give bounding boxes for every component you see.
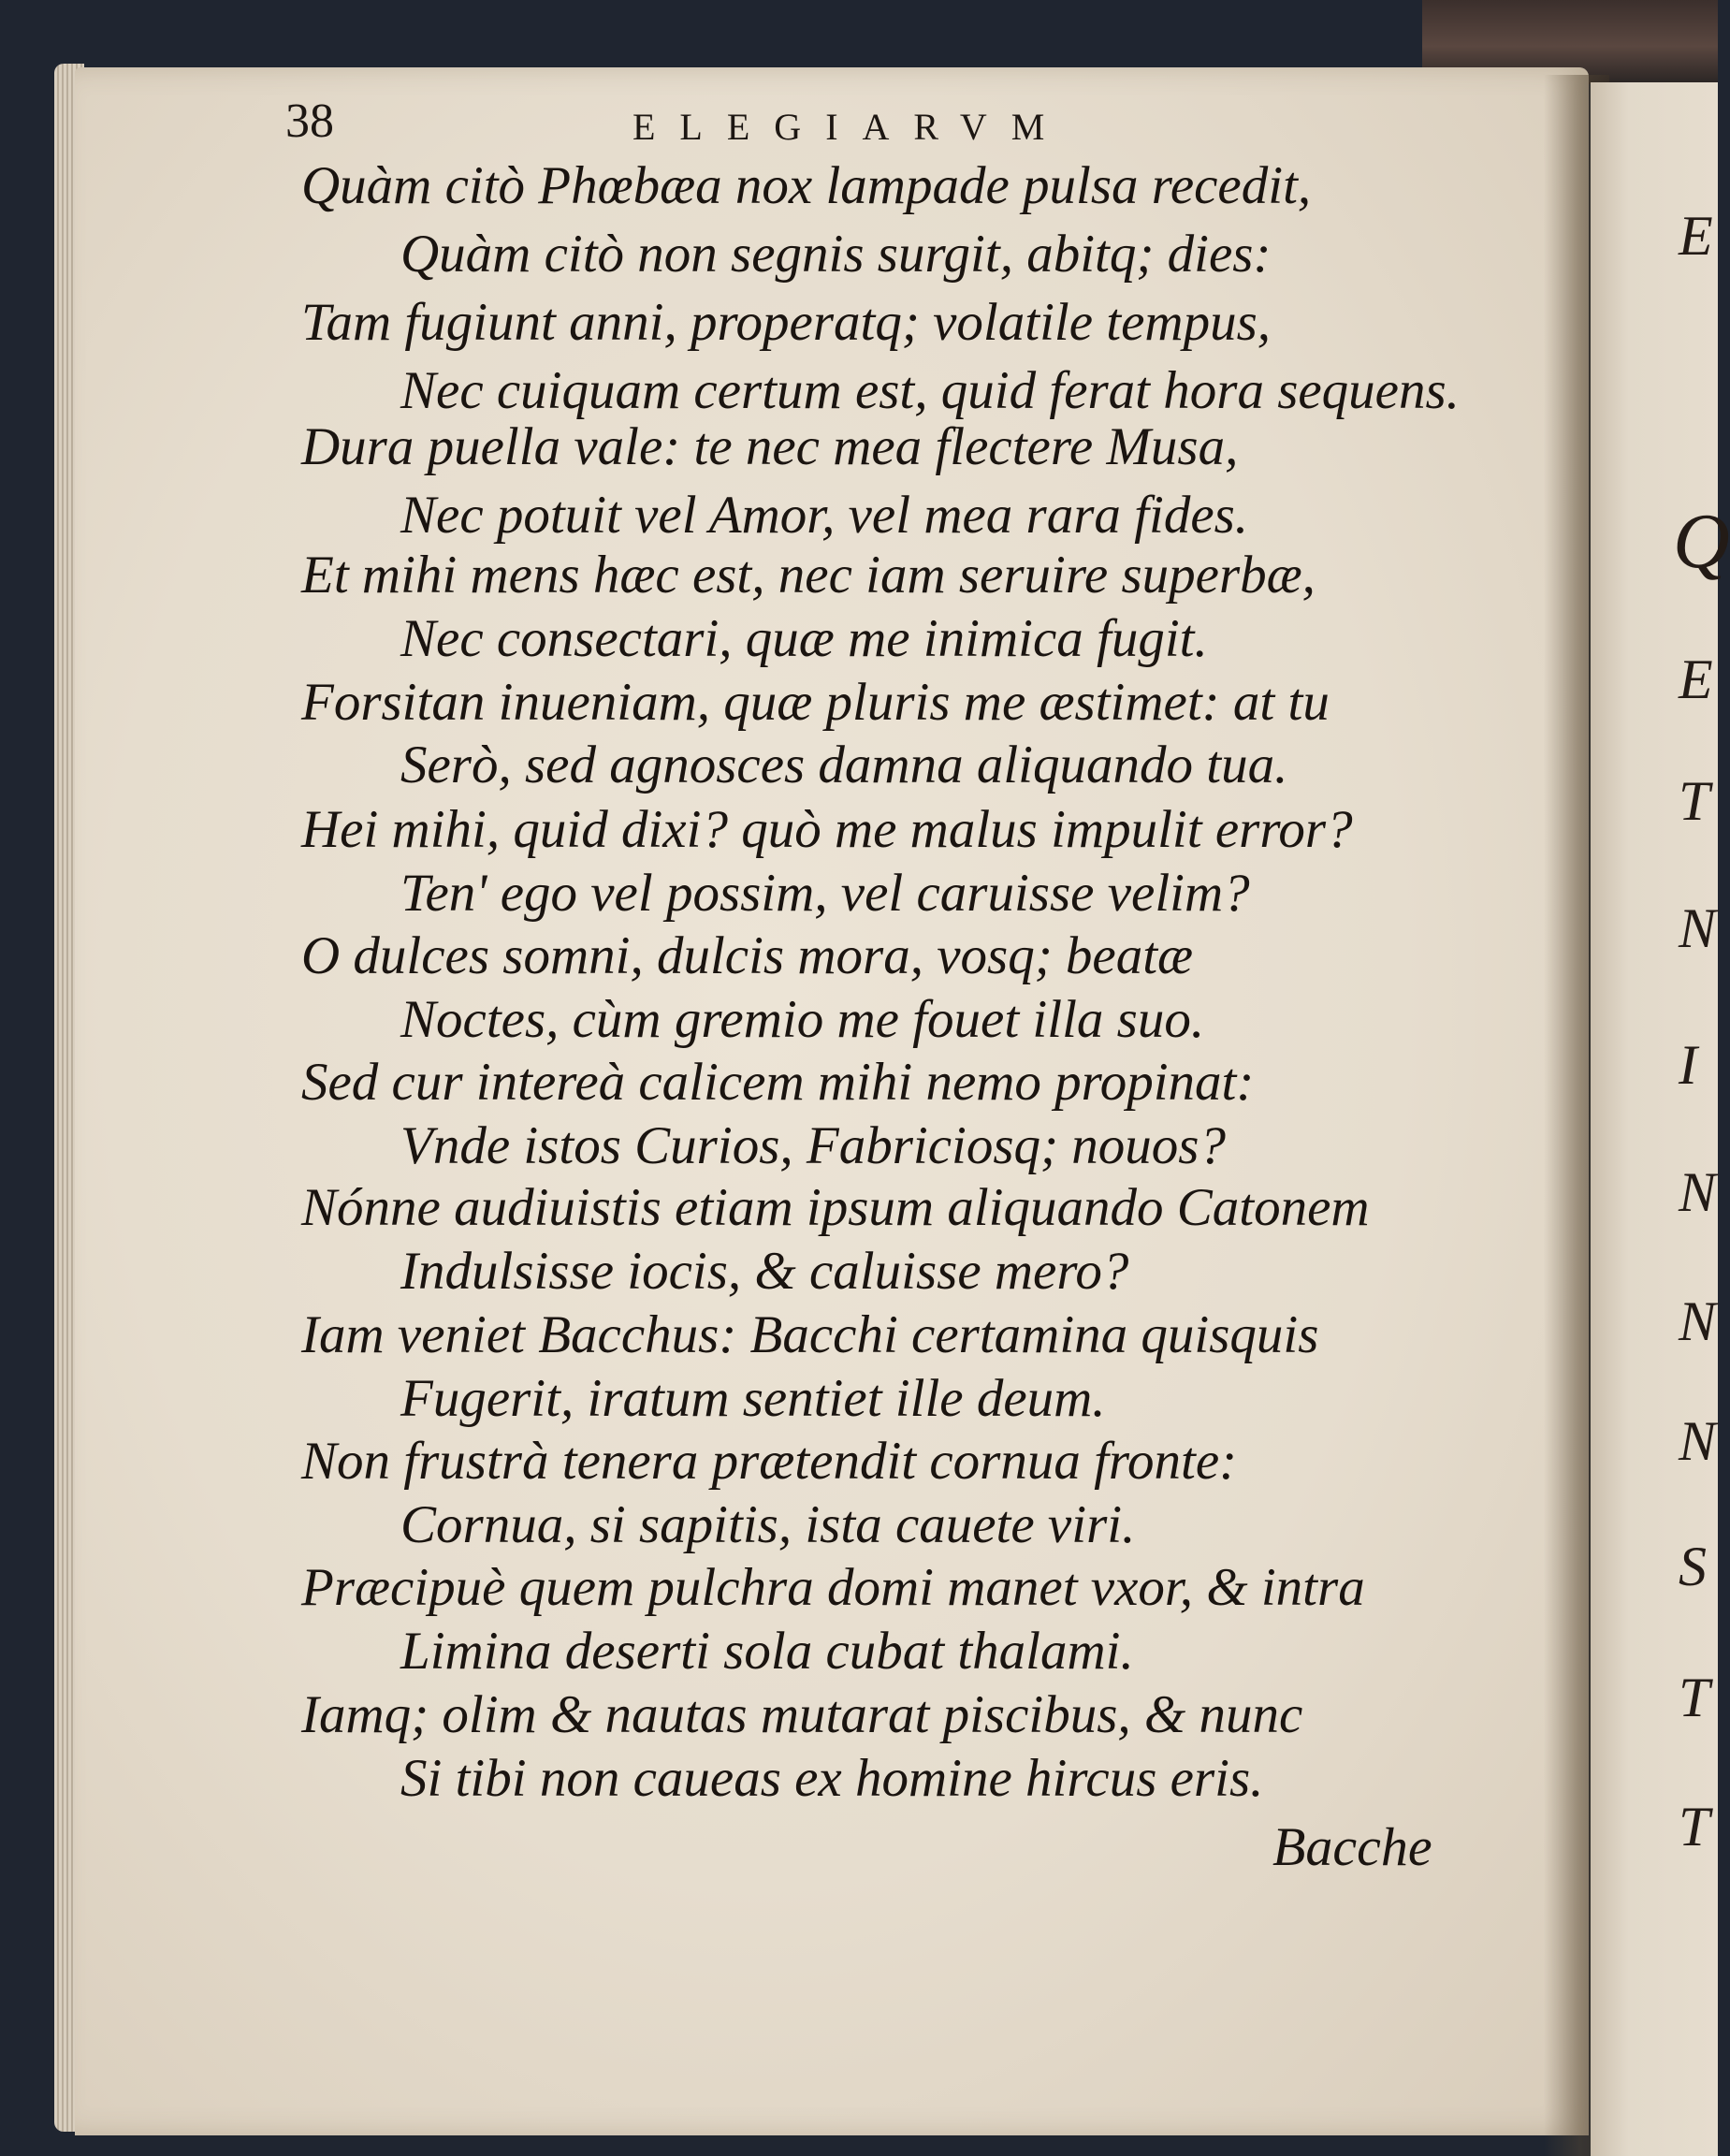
poem-line: Vnde istos Curios, Fabriciosq; nouos?	[400, 1116, 1226, 1175]
poem-line: Ten' ego vel possim, vel caruisse velim?	[400, 864, 1250, 923]
facing-letter: E	[1679, 205, 1713, 267]
facing-letter: S	[1679, 1536, 1707, 1597]
poem-line: Iam veniet Bacchus: Bacchi certamina quisquis	[301, 1305, 1319, 1364]
page-number: 38	[285, 95, 334, 148]
poem-line: Quàm citò non segnis surgit, abitq; dies:	[400, 225, 1272, 284]
facing-letter: T	[1679, 1667, 1710, 1728]
poem-line: Fugerit, iratum sentiet ille deum.	[400, 1369, 1106, 1428]
facing-letter: N	[1679, 897, 1717, 959]
poem-line: Non frustrà tenera prætendit cornua fronte:	[301, 1432, 1238, 1491]
running-head: ELEGIARVM	[632, 106, 1069, 148]
poem-line: Noctes, cùm gremio me fouet illa suo.	[400, 990, 1205, 1049]
facing-letter: I	[1679, 1034, 1697, 1096]
facing-letter: T	[1679, 770, 1710, 832]
poem-line: Serò, sed agnosces damna aliquando tua.	[400, 736, 1288, 794]
poem-line: Et mihi mens hæc est, nec iam seruire superbæ,	[301, 546, 1316, 605]
poem-line: Si tibi non caueas ex homine hircus eris.	[400, 1749, 1264, 1808]
facing-letter: N	[1679, 1161, 1717, 1223]
poem-line: Nónne audiuistis etiam ipsum aliquando Catonem	[301, 1178, 1370, 1237]
facing-letter: N	[1679, 1290, 1717, 1352]
poem-line: Nec potuit vel Amor, vel mea rara fides.	[400, 486, 1249, 545]
poem-line: Quàm citò Phœbæa nox lampade pulsa recedit,	[301, 156, 1312, 215]
poem-line: Nec consectari, quæ me inimica fugit.	[400, 609, 1208, 668]
facing-letter: Q	[1673, 498, 1730, 585]
poem-line: Forsitan inueniam, quæ pluris me æstimet: at tu	[301, 673, 1330, 732]
poem-line: Præcipuè quem pulchra domi manet vxor, & intra	[301, 1558, 1365, 1617]
poem-line: Tam fugiunt anni, properatq; volatile tempus,	[301, 293, 1272, 352]
poem-line: Dura puella vale: te nec mea flectere Musa,	[301, 417, 1239, 476]
poem-line: Nec cuiquam certum est, quid ferat hora sequens.	[400, 361, 1460, 420]
poem-line: Limina deserti sola cubat thalami.	[400, 1622, 1134, 1681]
poem-line: O dulces somni, dulcis mora, vosq; beatæ	[301, 926, 1194, 985]
facing-letter: T	[1679, 1796, 1710, 1857]
facing-letter: N	[1679, 1410, 1717, 1472]
catchword: Bacche	[1272, 1816, 1432, 1877]
poem-line: Iamq; olim & nautas mutarat piscibus, & nunc	[301, 1685, 1303, 1744]
facing-letter: E	[1679, 648, 1713, 710]
poem-line: Indulsisse iocis, & caluisse mero?	[400, 1242, 1129, 1301]
poem-line: Sed cur intereà calicem mihi nemo propinat:	[301, 1053, 1255, 1112]
poem-line: Hei mihi, quid dixi? quò me malus impulit error?	[301, 800, 1353, 859]
poem-line: Cornua, si sapitis, ista cauete viri.	[400, 1495, 1136, 1554]
